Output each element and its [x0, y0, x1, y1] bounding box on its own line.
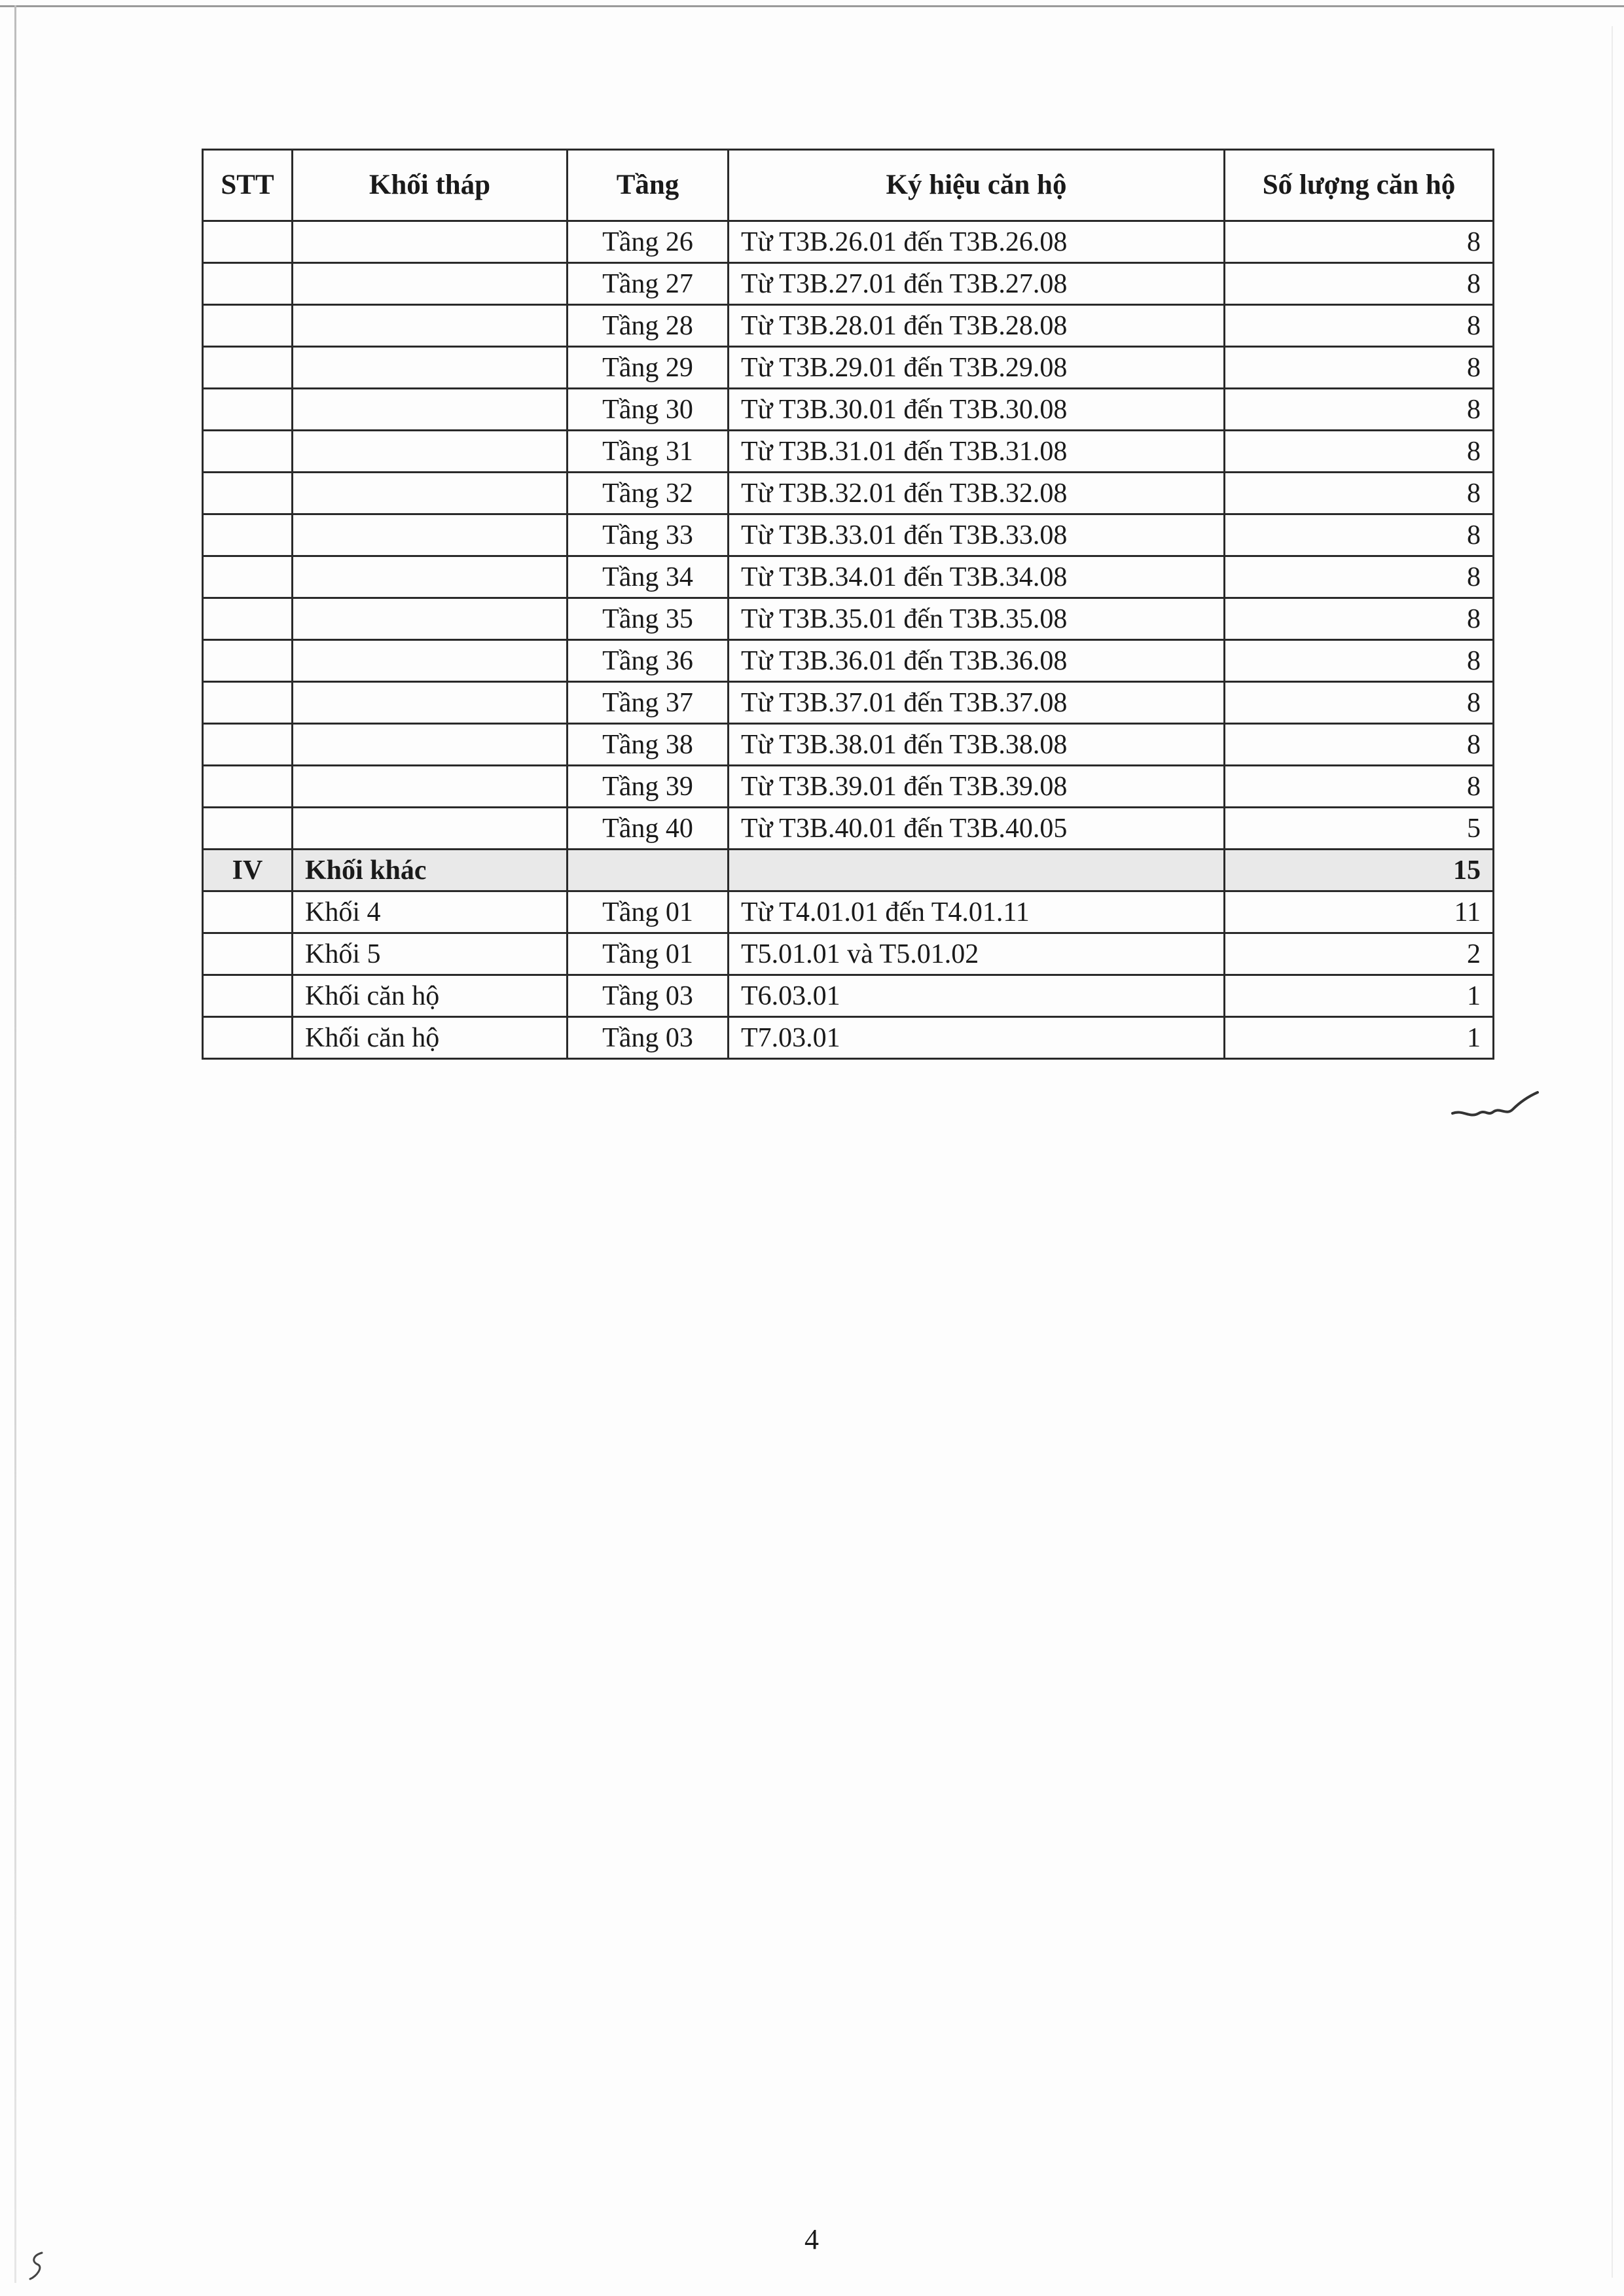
cell-quantity: 15	[1225, 850, 1494, 891]
table-row	[203, 891, 1494, 933]
cell-quantity: 8	[1225, 640, 1494, 682]
cell-apartment-code: Từ T3B.40.01 đến T3B.40.05	[729, 808, 1225, 850]
table-body	[203, 221, 1494, 1059]
table-row	[203, 431, 1494, 473]
cell-block	[293, 263, 568, 305]
table-row	[203, 682, 1494, 724]
cell-apartment-code: Từ T3B.26.01 đến T3B.26.08	[729, 221, 1225, 263]
scan-border-left	[14, 5, 16, 2283]
cell-floor: Tầng 30	[568, 389, 729, 431]
cell-stt	[203, 640, 293, 682]
cell-quantity: 8	[1225, 473, 1494, 514]
cell-quantity: 8	[1225, 724, 1494, 766]
table-row	[203, 389, 1494, 431]
cell-apartment-code: Từ T3B.27.01 đến T3B.27.08	[729, 263, 1225, 305]
cell-apartment-code: Từ T3B.34.01 đến T3B.34.08	[729, 556, 1225, 598]
page-number: 4	[804, 2223, 819, 2255]
cell-apartment-code: Từ T3B.32.01 đến T3B.32.08	[729, 473, 1225, 514]
cell-apartment-code: Từ T3B.29.01 đến T3B.29.08	[729, 347, 1225, 389]
cell-floor	[568, 850, 729, 891]
cell-apartment-code: T5.01.01 và T5.01.02	[729, 933, 1225, 975]
cell-block	[293, 640, 568, 682]
scan-border-top	[0, 5, 1624, 7]
cell-apartment-code: Từ T3B.35.01 đến T3B.35.08	[729, 598, 1225, 640]
cell-stt	[203, 682, 293, 724]
cell-floor: Tầng 28	[568, 305, 729, 347]
cell-quantity: 1	[1225, 1017, 1494, 1059]
table-row	[203, 640, 1494, 682]
table-row	[203, 263, 1494, 305]
cell-stt	[203, 766, 293, 808]
cell-apartment-code: Từ T3B.39.01 đến T3B.39.08	[729, 766, 1225, 808]
cell-stt	[203, 975, 293, 1017]
cell-stt	[203, 473, 293, 514]
cell-block	[293, 473, 568, 514]
header-floor: Tầng	[568, 150, 729, 221]
cell-floor: Tầng 33	[568, 514, 729, 556]
cell-apartment-code: Từ T3B.36.01 đến T3B.36.08	[729, 640, 1225, 682]
cell-block	[293, 389, 568, 431]
cell-stt	[203, 808, 293, 850]
table-row	[203, 556, 1494, 598]
cell-quantity: 8	[1225, 347, 1494, 389]
cell-apartment-code: Từ T3B.28.01 đến T3B.28.08	[729, 305, 1225, 347]
cell-quantity: 11	[1225, 891, 1494, 933]
cell-block: Khối căn hộ	[293, 1017, 568, 1059]
cell-quantity: 8	[1225, 263, 1494, 305]
cell-block	[293, 724, 568, 766]
cell-quantity: 8	[1225, 514, 1494, 556]
cell-block	[293, 305, 568, 347]
cell-block	[293, 514, 568, 556]
cell-apartment-code: Từ T3B.38.01 đến T3B.38.08	[729, 724, 1225, 766]
cell-quantity: 8	[1225, 431, 1494, 473]
table-row	[203, 724, 1494, 766]
cell-apartment-code: Từ T3B.33.01 đến T3B.33.08	[729, 514, 1225, 556]
cell-floor: Tầng 03	[568, 1017, 729, 1059]
table-row	[203, 598, 1494, 640]
cell-quantity: 8	[1225, 766, 1494, 808]
cell-block: Khối 4	[293, 891, 568, 933]
cell-stt: IV	[203, 850, 293, 891]
cell-stt	[203, 891, 293, 933]
cell-floor: Tầng 38	[568, 724, 729, 766]
cell-block: Khối căn hộ	[293, 975, 568, 1017]
cell-apartment-code: Từ T3B.37.01 đến T3B.37.08	[729, 682, 1225, 724]
cell-floor: Tầng 01	[568, 933, 729, 975]
table-row	[203, 975, 1494, 1017]
cell-quantity: 8	[1225, 598, 1494, 640]
cell-floor: Tầng 35	[568, 598, 729, 640]
cell-floor: Tầng 40	[568, 808, 729, 850]
cell-block	[293, 221, 568, 263]
cell-block: Khối khác	[293, 850, 568, 891]
table-row	[203, 1017, 1494, 1059]
table-header-row	[203, 150, 1494, 221]
cell-quantity: 8	[1225, 682, 1494, 724]
cell-stt	[203, 305, 293, 347]
cell-block	[293, 682, 568, 724]
header-stt: STT	[203, 150, 293, 221]
cell-floor: Tầng 31	[568, 431, 729, 473]
cell-floor: Tầng 26	[568, 221, 729, 263]
apartment-table	[202, 149, 1494, 1060]
cell-floor: Tầng 32	[568, 473, 729, 514]
table-row	[203, 305, 1494, 347]
table-row	[203, 221, 1494, 263]
cell-floor: Tầng 34	[568, 556, 729, 598]
cell-stt	[203, 598, 293, 640]
cell-apartment-code: T7.03.01	[729, 1017, 1225, 1059]
cell-quantity: 8	[1225, 221, 1494, 263]
cell-floor: Tầng 36	[568, 640, 729, 682]
cell-stt	[203, 514, 293, 556]
cell-apartment-code: Từ T4.01.01 đến T4.01.11	[729, 891, 1225, 933]
cell-block	[293, 556, 568, 598]
cell-quantity: 8	[1225, 389, 1494, 431]
cell-floor: Tầng 03	[568, 975, 729, 1017]
cell-quantity: 5	[1225, 808, 1494, 850]
cell-floor: Tầng 39	[568, 766, 729, 808]
cell-quantity: 8	[1225, 556, 1494, 598]
cell-stt	[203, 263, 293, 305]
cell-apartment-code: Từ T3B.30.01 đến T3B.30.08	[729, 389, 1225, 431]
table-row	[203, 808, 1494, 850]
cell-stt	[203, 933, 293, 975]
cell-stt	[203, 347, 293, 389]
header-block: Khối tháp	[293, 150, 568, 221]
cell-apartment-code	[729, 850, 1225, 891]
cell-stt	[203, 221, 293, 263]
table-row	[203, 514, 1494, 556]
cell-floor: Tầng 37	[568, 682, 729, 724]
cell-stt	[203, 431, 293, 473]
header-quantity: Số lượng căn hộ	[1225, 150, 1494, 221]
table-row	[203, 473, 1494, 514]
cell-block	[293, 766, 568, 808]
cell-block	[293, 431, 568, 473]
cell-block	[293, 347, 568, 389]
table-group-row	[203, 850, 1494, 891]
cell-stt	[203, 724, 293, 766]
cell-quantity: 1	[1225, 975, 1494, 1017]
cell-block	[293, 598, 568, 640]
cell-quantity: 2	[1225, 933, 1494, 975]
cell-block	[293, 808, 568, 850]
table-row	[203, 933, 1494, 975]
header-apartment-code: Ký hiệu căn hộ	[729, 150, 1225, 221]
cell-stt	[203, 556, 293, 598]
cell-block: Khối 5	[293, 933, 568, 975]
cell-apartment-code: Từ T3B.31.01 đến T3B.31.08	[729, 431, 1225, 473]
cell-apartment-code: T6.03.01	[729, 975, 1225, 1017]
scan-border-right	[1612, 26, 1613, 2278]
cell-stt	[203, 389, 293, 431]
cell-floor: Tầng 29	[568, 347, 729, 389]
cell-floor: Tầng 01	[568, 891, 729, 933]
cell-stt	[203, 1017, 293, 1059]
handwritten-mark	[27, 2250, 47, 2282]
table-row	[203, 766, 1494, 808]
table-row	[203, 347, 1494, 389]
cell-quantity: 8	[1225, 305, 1494, 347]
initials-signature	[1450, 1090, 1542, 1122]
cell-floor: Tầng 27	[568, 263, 729, 305]
